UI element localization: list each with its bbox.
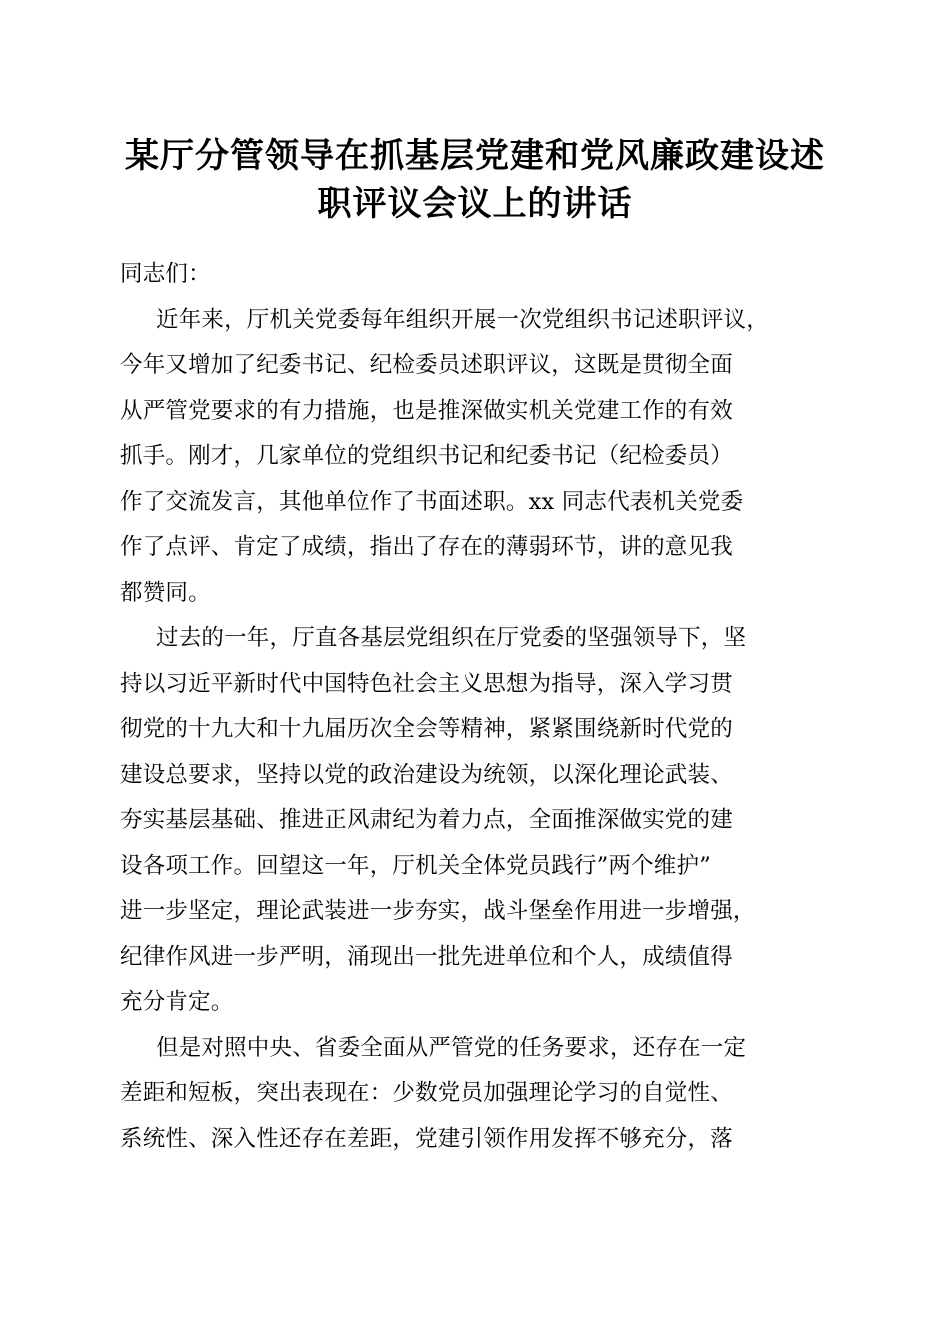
document-body — [120, 252, 835, 1162]
text-line: 充分肯定。 — [120, 989, 234, 1015]
text-line: 今年又增加了纪委书记、纪检委员述职评议，这既是贯彻全面 — [120, 352, 733, 378]
text-line: 设各项工作。回望这一年，厅机关全体党员践行”两个维护” — [120, 852, 711, 879]
title-line: 某厅分管领导在抓基层党建和党风廉政建设述 — [125, 136, 825, 176]
text-line: 系统性、深入性还存在差距，党建引领作用发挥不够充分，落 — [120, 1125, 733, 1152]
text-line: 建设总要求，坚持以党的政治建设为统领，以深化理论武装、 — [120, 761, 733, 788]
text-line: 持以习近平新时代中国特色社会主义思想为指导，深入学习贯 — [120, 670, 733, 697]
text-line: 抓手。刚才，几家单位的党组织书记和纪委书记（纪检委员） — [120, 443, 733, 469]
text-line: 夯实基层基础、推进正风肃纪为着力点，全面推深做实党的建 — [120, 807, 733, 833]
text-line: 都赞同。 — [120, 579, 211, 606]
paragraph-3 — [120, 1026, 835, 1163]
salutation: 同志们： — [120, 261, 211, 287]
document-title — [100, 132, 850, 228]
text-line: 过去的一年，厅直各基层党组织在厅党委的坚强领导下，坚 — [156, 625, 747, 651]
text-line: 彻党的十九大和十九届历次全会等精神，紧紧围绕新时代党的 — [120, 716, 733, 742]
paragraph-2 — [120, 616, 835, 1026]
text-line: 纪律作风进一步严明，涌现出一批先进单位和个人，成绩值得 — [120, 943, 733, 970]
text-line: 进一步坚定，理论武装进一步夯实，战斗堡垒作用进一步增强， — [120, 898, 756, 924]
title-line: 职评议会议上的讲话 — [317, 184, 633, 224]
text-line: 作了点评、肯定了成绩，指出了存在的薄弱环节，讲的意见我 — [120, 534, 733, 560]
paragraph-1 — [120, 298, 835, 617]
text-line: 从严管党要求的有力措施，也是推深做实机关党建工作的有效 — [120, 397, 733, 424]
text-line: 但是对照中央、省委全面从严管党的任务要求，还存在一定 — [156, 1034, 747, 1061]
text-line: 作了交流发言，其他单位作了书面述职。xx 同志代表机关党委 — [120, 488, 744, 515]
text-line: 近年来，厅机关党委每年组织开展一次党组织书记述职评议， — [156, 306, 769, 333]
text-line: 差距和短板，突出表现在：少数党员加强理论学习的自觉性、 — [120, 1080, 733, 1106]
